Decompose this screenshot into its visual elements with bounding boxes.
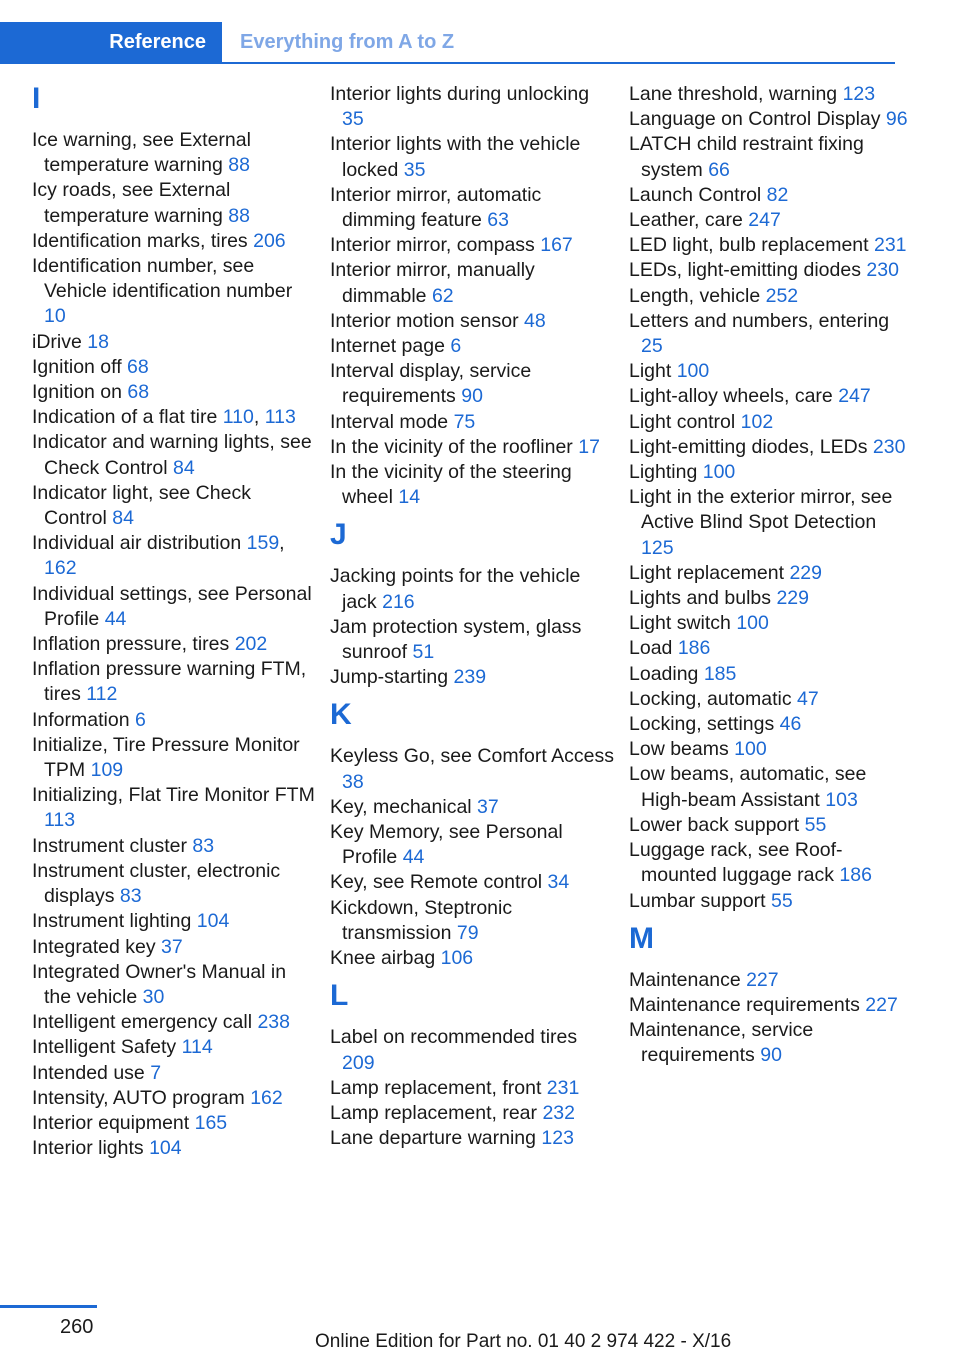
index-entry-text: Lane departure warning	[330, 1127, 542, 1150]
index-entry-text: Ice warning, see External temperature warning	[32, 129, 251, 177]
page-link[interactable]: 113	[44, 809, 76, 832]
section-letter: K	[330, 698, 352, 732]
page-link[interactable]: 34	[547, 871, 570, 894]
index-entry-text: Interval display, service requirements	[330, 360, 532, 408]
index-entry	[629, 410, 914, 435]
index-entry	[629, 82, 914, 107]
page-link[interactable]: 231	[873, 234, 907, 257]
index-entry-text: Instrument cluster, electronic displays	[32, 859, 281, 908]
index-entry	[629, 435, 914, 460]
page-link[interactable]: 229	[789, 561, 822, 584]
index-entry	[330, 870, 615, 895]
page-link[interactable]: 100	[676, 360, 710, 383]
index-entry	[32, 657, 317, 707]
index-entry	[330, 615, 615, 665]
index-entry-text: Language on Control Display	[629, 108, 886, 131]
index-entry-text: Information	[32, 708, 135, 731]
page-link[interactable]: 238	[257, 1011, 290, 1034]
page-link[interactable]: 186	[839, 864, 872, 887]
index-entry-text: Key, see Remote control	[330, 871, 548, 894]
index-entry-text: Ignition off	[32, 355, 128, 378]
index-entry	[32, 1136, 317, 1161]
index-entry	[32, 632, 317, 657]
index-entry	[32, 128, 317, 178]
page-link[interactable]: 123	[842, 83, 876, 105]
page-link[interactable]: 96	[885, 108, 908, 131]
index-entry	[330, 334, 615, 359]
index-entry	[330, 795, 615, 820]
page-link[interactable]: 46	[779, 713, 802, 736]
index-entry-text: Knee airbag	[330, 947, 441, 970]
index-entry	[330, 359, 615, 409]
index-entry-text: Interior lights	[32, 1137, 150, 1160]
index-entry-text: iDrive	[32, 330, 88, 353]
index-entry-text: Length, vehicle	[629, 284, 766, 307]
index-entry-text: Indicator and warning lights, see Check Control	[32, 431, 312, 479]
page-link[interactable]: 123	[541, 1127, 574, 1150]
section-letter: J	[330, 518, 347, 552]
index-entry-text: Key Memory, see Personal Profile	[330, 821, 563, 869]
page-link[interactable]: 47	[797, 687, 819, 710]
tab-reference-label: Reference	[109, 30, 206, 53]
index-entry-text: LED light, bulb replacement	[629, 234, 874, 257]
page-link[interactable]: 44	[104, 607, 127, 630]
index-entry	[629, 993, 914, 1018]
page-link[interactable]: 209	[342, 1051, 375, 1074]
index-entry-text: Low beams, automatic, see High-beam Assistant	[629, 763, 867, 811]
page-link[interactable]: 37	[161, 935, 183, 958]
index-entry-text: Light replacement	[629, 561, 790, 584]
page-link[interactable]: 25	[641, 335, 663, 358]
page-link[interactable]: 30	[142, 985, 165, 1008]
index-entry	[629, 258, 914, 283]
page-link[interactable]: 6	[134, 708, 146, 731]
section-letter: M	[629, 921, 654, 955]
page-link[interactable]: 252	[765, 284, 799, 307]
index-entry	[32, 1111, 317, 1136]
index-entry-text: Ignition on	[32, 381, 128, 404]
page-link[interactable]: 159	[246, 532, 280, 555]
page-link[interactable]: 51	[412, 641, 435, 664]
index-entry	[629, 611, 914, 636]
index-entry-text: Interior motion sensor	[330, 309, 525, 332]
index-column-1	[32, 82, 317, 1161]
index-column-3	[629, 82, 914, 1069]
page-link[interactable]: 231	[546, 1076, 580, 1099]
page-link[interactable]: 216	[382, 590, 415, 613]
index-entry-text: Locking, automatic	[629, 687, 798, 710]
page-link[interactable]: 106	[440, 947, 474, 970]
tab-everything-a-to-z-label: Everything from A to Z	[240, 30, 455, 53]
index-entry	[330, 460, 615, 510]
index-entry	[330, 410, 615, 435]
index-entry-text: Maintenance	[629, 968, 747, 991]
page-link[interactable]: 125	[641, 536, 674, 559]
index-entry-text: In the vicinity of the steering wheel	[330, 461, 572, 509]
tab-reference[interactable]	[0, 22, 222, 62]
index-entry-text: Identification number, see Vehicle identification number	[32, 255, 293, 303]
index-entry-text: Locking, settings	[629, 713, 780, 736]
index-entry-text: Lamp replacement, rear	[330, 1101, 543, 1124]
page-link[interactable]: 66	[708, 158, 730, 181]
index-entry	[629, 384, 914, 409]
page-link[interactable]: 55	[804, 813, 827, 836]
index-entry-text: Launch Control	[629, 183, 767, 206]
page-link[interactable]: 114	[181, 1036, 213, 1059]
page-link[interactable]: 239	[453, 666, 487, 689]
index-entry	[32, 178, 317, 228]
index-entry	[330, 183, 615, 233]
index-entry-text: Lamp replacement, front	[330, 1076, 547, 1099]
page-link[interactable]: 6	[450, 335, 462, 358]
page-link[interactable]: 38	[342, 770, 364, 793]
index-entry	[32, 708, 317, 733]
index-entry	[32, 229, 317, 254]
index-entry	[32, 254, 317, 330]
page-link[interactable]: 162	[250, 1086, 283, 1109]
index-entry	[629, 1018, 914, 1068]
index-entry-text: Label on recommended tires	[330, 1026, 578, 1049]
index-entry-text: Internet page	[330, 335, 451, 358]
page-link[interactable]: 100	[702, 461, 736, 484]
page-link[interactable]: 112	[86, 683, 118, 706]
section-letter: L	[330, 979, 349, 1013]
index-entry-text: Interior equipment	[32, 1111, 195, 1134]
index-entry	[330, 665, 615, 690]
index-entry	[629, 687, 914, 712]
index-entry-text: Lane threshold, warning	[629, 83, 843, 105]
page-link[interactable]: 227	[865, 993, 898, 1016]
index-entry	[629, 284, 914, 309]
index-entry-text: Jam protection system, glass sunroof	[330, 615, 582, 664]
page-link[interactable]: 82	[766, 183, 789, 206]
page-link[interactable]: 186	[677, 637, 711, 660]
index-entry-text: Integrated key	[32, 935, 161, 958]
page-link[interactable]: 75	[453, 410, 476, 433]
page-link[interactable]: 68	[127, 381, 150, 404]
index-entry	[32, 733, 317, 783]
index-entry-text: Kickdown, Steptronic transmission	[330, 896, 513, 944]
index-entry	[629, 132, 914, 182]
index-entry-text: Maintenance requirements	[629, 993, 866, 1016]
index-entry	[629, 968, 914, 993]
index-entry-text: Letters and numbers, entering	[629, 309, 890, 332]
index-entry: Individual air distribution 159, 162	[32, 532, 285, 580]
page-link[interactable]: 232	[542, 1101, 575, 1124]
section-letter: I	[32, 82, 41, 115]
index-entry	[629, 586, 914, 611]
page-number: 260	[60, 1316, 94, 1338]
page-link[interactable]: 48	[524, 309, 546, 332]
index-entry-text: Icy roads, see External temperature warning	[32, 179, 231, 227]
index-entry-text: LEDs, light-emitting diodes	[629, 259, 867, 282]
index-entry-text: Initializing, Flat Tire Monitor FTM	[32, 784, 315, 807]
index-entry	[629, 561, 914, 586]
index-entry-text: Jump-starting	[330, 666, 454, 689]
index-entry-text: Inflation pressure warning FTM, tires	[32, 658, 307, 706]
page-link[interactable]: 247	[838, 385, 871, 408]
index-entry-text: Intelligent emergency call	[32, 1011, 258, 1034]
index-entry	[629, 208, 914, 233]
index-entry	[330, 233, 615, 258]
index-entry-text: LATCH child restraint fixing system	[629, 133, 864, 181]
page-link[interactable]: 162	[44, 557, 77, 580]
page-link[interactable]: 167	[540, 234, 573, 257]
index-entry	[330, 1101, 615, 1126]
index-entry	[32, 834, 317, 859]
index-entry-text: Intelligent Safety	[32, 1036, 182, 1059]
index-entry	[330, 435, 615, 460]
page-link[interactable]: 35	[342, 108, 364, 131]
index-entry	[330, 564, 615, 614]
page-link[interactable]: 110	[222, 406, 254, 429]
index-entry-text: Inflation pressure, tires	[32, 633, 235, 656]
index-entry-text: Indicator light, see Check Control	[32, 481, 251, 530]
index-entry	[32, 1061, 317, 1086]
index-entry	[330, 258, 615, 308]
index-entry-text: Jacking points for the vehicle jack	[330, 565, 581, 613]
index-entry-text: Interior mirror, compass	[330, 234, 541, 257]
index-entry	[629, 762, 914, 812]
index-entry-text: Integrated Owner's Manual in the vehicle	[32, 960, 287, 1008]
index-entry	[32, 783, 317, 833]
page-link[interactable]: 17	[578, 435, 600, 458]
index-entry	[32, 935, 317, 960]
index-entry	[32, 355, 317, 380]
index-entry	[32, 1035, 317, 1060]
index-entry	[32, 859, 317, 909]
page-link[interactable]: 90	[760, 1044, 782, 1067]
page-link[interactable]: 7	[150, 1061, 162, 1084]
page-link[interactable]: 104	[149, 1137, 182, 1160]
index-entry	[629, 662, 914, 687]
index-entry-text: Maintenance, service requirements	[629, 1019, 814, 1067]
page-link[interactable]: 37	[477, 795, 499, 818]
page-link[interactable]: 230	[872, 435, 906, 458]
index-entry-text: Loading	[629, 662, 704, 685]
page-link[interactable]: 79	[456, 921, 479, 944]
index-entry-text: Individual settings, see Personal Profile	[32, 582, 312, 630]
index-entry	[330, 82, 615, 132]
index-entry-text: Leather, care	[629, 209, 749, 232]
index-entry	[330, 946, 615, 971]
index-entry	[32, 582, 317, 632]
page-link[interactable]: 104	[196, 910, 230, 933]
page-link[interactable]: 202	[234, 633, 268, 656]
index-entry	[629, 813, 914, 838]
index-entry	[32, 330, 317, 355]
index-entry-text: Key, mechanical	[330, 795, 478, 818]
page-link[interactable]: 230	[866, 259, 899, 282]
index-entry-text: Lumbar support	[629, 889, 771, 912]
index-entry	[629, 309, 914, 359]
page-link[interactable]: 90	[461, 385, 483, 408]
index-entry	[629, 889, 914, 914]
page-link[interactable]: 84	[112, 507, 134, 530]
index-entry-text: Lower back support	[629, 813, 805, 836]
index-entry-text: Lighting	[629, 461, 703, 484]
index-entry-text: Low beams	[629, 738, 735, 761]
page-link[interactable]: 227	[746, 968, 779, 991]
index-entry-text: Indication of a flat tire	[32, 406, 223, 429]
index-entry-text: Light-alloy wheels, care	[629, 385, 839, 408]
index-entry-text: Interior mirror, manually dimmable	[330, 259, 535, 307]
page-link[interactable]: 185	[703, 662, 737, 685]
index-entry-text: Interval mode	[330, 410, 454, 433]
index-entry-text: Interior lights during unlocking	[330, 83, 590, 105]
index-entry	[629, 712, 914, 737]
index-entry: Indication of a flat tire 110, 113	[32, 406, 296, 429]
index-entry-text: Intended use	[32, 1061, 151, 1084]
page-link[interactable]: 88	[228, 154, 250, 177]
index-entry-text: Light control	[629, 410, 741, 433]
index-entry-text: In the vicinity of the roofliner	[330, 435, 579, 458]
index-entry	[330, 820, 615, 870]
index-entry-text: Light switch	[629, 612, 737, 635]
page-link[interactable]: 63	[487, 209, 509, 232]
index-entry	[330, 309, 615, 334]
index-entry	[629, 485, 914, 561]
index-entry-text: Intensity, AUTO program	[32, 1086, 251, 1109]
index-entry	[330, 1025, 615, 1075]
index-entry-text: Load	[629, 637, 678, 660]
index-entry	[330, 896, 615, 946]
index-entry	[330, 744, 615, 794]
index-entry-text: Lights and bulbs	[629, 587, 777, 610]
page-link[interactable]: 44	[402, 846, 425, 869]
page-link[interactable]: 206	[253, 229, 286, 252]
page-link[interactable]: 83	[119, 885, 142, 908]
index-entry	[629, 107, 914, 132]
page-link[interactable]: 100	[736, 612, 769, 635]
page-link[interactable]: 14	[398, 486, 421, 509]
index-entry-text: Identification marks, tires	[32, 229, 254, 252]
index-entry	[629, 359, 914, 384]
page-link[interactable]: 100	[734, 738, 767, 761]
page-link[interactable]: 62	[431, 284, 454, 307]
footer-accent-line	[0, 1305, 97, 1308]
page-link[interactable]: 18	[87, 330, 109, 353]
header-bar	[0, 22, 895, 64]
page-link[interactable]: 35	[403, 158, 426, 181]
index-entry-text: Instrument lighting	[32, 910, 197, 933]
index-entry	[330, 1126, 615, 1151]
index-entry	[32, 960, 317, 1010]
index-entry-text: Luggage rack, see Roof-mounted luggage rack	[629, 839, 843, 887]
edition-note: Online Edition for Part no. 01 40 2 974 422 - X/16	[315, 1331, 732, 1352]
index-entry	[629, 233, 914, 258]
page-link[interactable]: 247	[748, 209, 781, 232]
index-entry-text: Initialize, Tire Pressure Monitor TPM	[32, 733, 300, 782]
index-entry	[629, 636, 914, 661]
index-entry	[330, 132, 615, 182]
page-link[interactable]: 165	[194, 1111, 228, 1134]
page-link[interactable]: 68	[127, 355, 149, 378]
index-entry	[32, 430, 317, 480]
index-entry-text: Keyless Go, see Comfort Access	[330, 745, 614, 768]
index-entry-text: Light-emitting diodes, LEDs	[629, 435, 873, 458]
index-entry-text: Interior lights with the vehicle locked	[330, 133, 581, 181]
page-link[interactable]: 109	[90, 759, 124, 782]
page-link[interactable]: 88	[228, 204, 250, 227]
page-link[interactable]: 102	[740, 410, 774, 433]
index-entry	[330, 1076, 615, 1101]
page-link[interactable]: 229	[776, 587, 809, 610]
index-entry	[32, 1010, 317, 1035]
page-link[interactable]: 55	[771, 889, 793, 912]
index-entry-text: Instrument cluster	[32, 834, 193, 857]
index-entry	[32, 909, 317, 934]
index-entry-text: Interior mirror, automatic dimming feature	[330, 183, 542, 232]
index-entry	[32, 1086, 317, 1111]
index-entry	[629, 838, 914, 888]
index-entry	[629, 737, 914, 762]
page-link[interactable]: 103	[825, 788, 858, 811]
page-link[interactable]: 10	[44, 305, 66, 328]
index-column-2	[330, 82, 615, 1151]
page-link[interactable]: 113	[264, 406, 296, 429]
index-entry-text: Individual air distribution	[32, 532, 247, 555]
index-entry	[629, 183, 914, 208]
page-link[interactable]: 83	[192, 834, 215, 857]
index-entry	[32, 481, 317, 531]
index-entry	[32, 380, 317, 405]
index-entry-text: Light in the exterior mirror, see Active Blind Spot Detection	[629, 486, 893, 534]
index-entry	[629, 460, 914, 485]
page-link[interactable]: 84	[172, 456, 195, 479]
index-entry-text: Light	[629, 360, 677, 383]
tab-everything-a-to-z[interactable]	[240, 22, 454, 62]
